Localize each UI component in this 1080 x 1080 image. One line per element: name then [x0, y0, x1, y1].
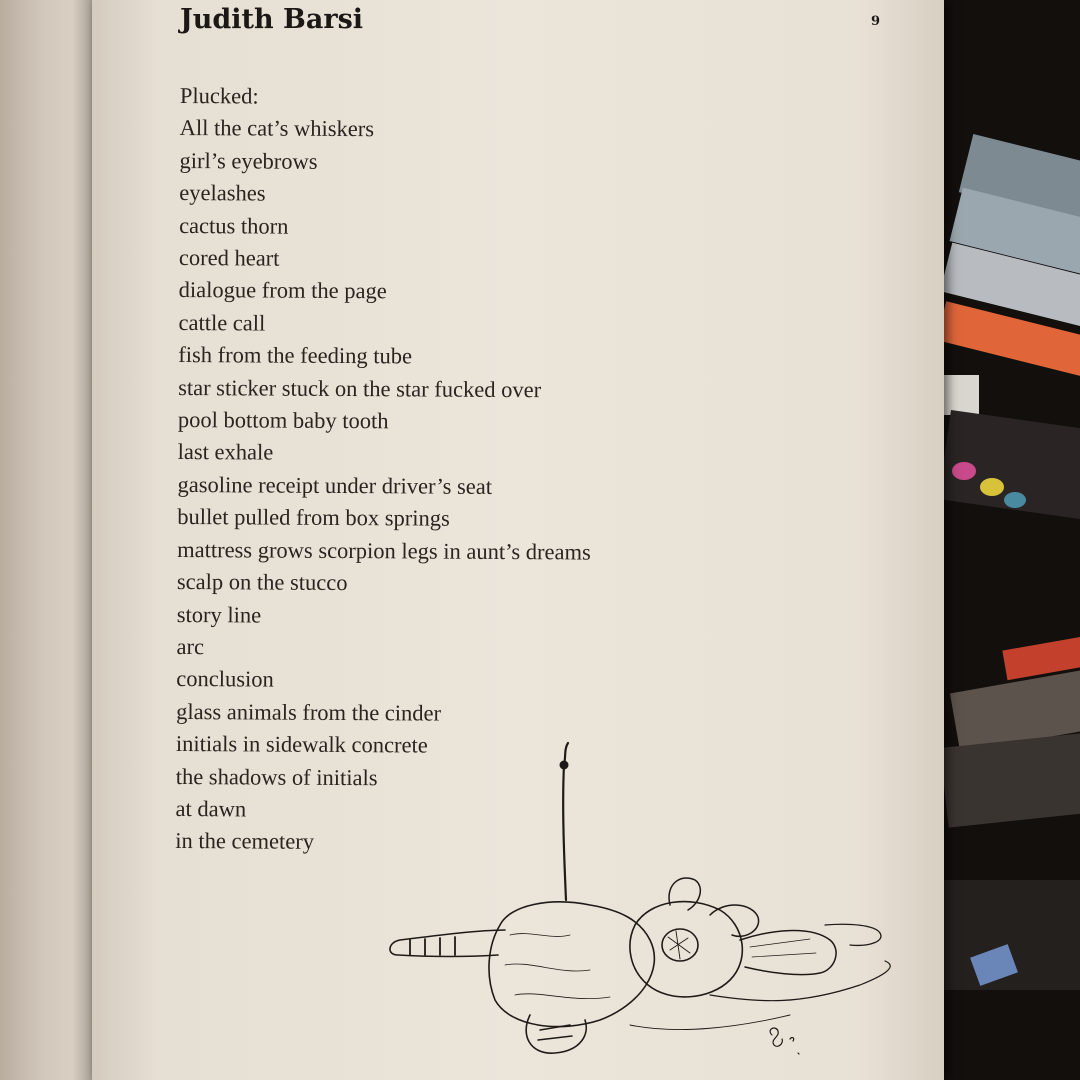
poem-line: fish from the feeding tube — [178, 342, 413, 369]
poem-line: dialogue from the page — [178, 277, 387, 304]
poem-line: gasoline receipt under driver’s seat — [177, 471, 493, 499]
poem-line: pool bottom baby tooth — [177, 407, 389, 434]
poem-line: the shadows of initials — [175, 763, 378, 790]
poem-line: last exhale — [177, 439, 274, 466]
toy-leg — [526, 1015, 586, 1053]
toy-ear — [669, 878, 700, 910]
toy-leg — [390, 930, 505, 957]
poem-line: star sticker stuck on the star fucked over — [178, 374, 542, 402]
bookshelf-background — [944, 0, 1080, 1080]
poem-line: All the cat’s whiskers — [179, 115, 375, 142]
book-spine — [944, 375, 979, 415]
poem-line: conclusion — [176, 666, 274, 692]
page-number: 9 — [870, 14, 880, 29]
toy-shadow — [710, 961, 890, 1001]
book-spine — [944, 732, 1080, 827]
poem-line: cactus thorn — [179, 212, 289, 239]
poem-line: cored heart — [178, 245, 280, 271]
poem-line: at dawn — [175, 795, 247, 822]
poem-line: girl’s eyebrows — [179, 147, 318, 174]
ink-illustration — [380, 735, 910, 1065]
artist-signature — [770, 1028, 799, 1054]
poem-line: initials in sidewalk concrete — [175, 731, 428, 758]
poem-line: glass animals from the cinder — [176, 698, 442, 726]
toy-ear — [710, 905, 759, 936]
poem-line: scalp on the stucco — [176, 569, 348, 596]
page-header — [180, 4, 900, 44]
poem-line: Plucked: — [179, 82, 259, 109]
book-spine — [1004, 492, 1026, 508]
poem-line: in the cemetery — [175, 828, 315, 855]
author-heading: Judith Barsi — [180, 4, 364, 35]
poem-line: bullet pulled from box springs — [177, 504, 450, 531]
poem-line: eyelashes — [179, 180, 266, 206]
poem-line: cattle call — [178, 309, 266, 336]
poem-line: arc — [176, 633, 205, 660]
poem-line: mattress grows scorpion legs in aunt’s dreams — [177, 536, 591, 565]
poem-line: story line — [176, 601, 262, 628]
book-spine — [980, 478, 1004, 496]
toy-tail — [825, 924, 881, 945]
string-knot — [560, 761, 568, 769]
book-spine — [952, 462, 976, 480]
toy-arm — [740, 931, 836, 975]
